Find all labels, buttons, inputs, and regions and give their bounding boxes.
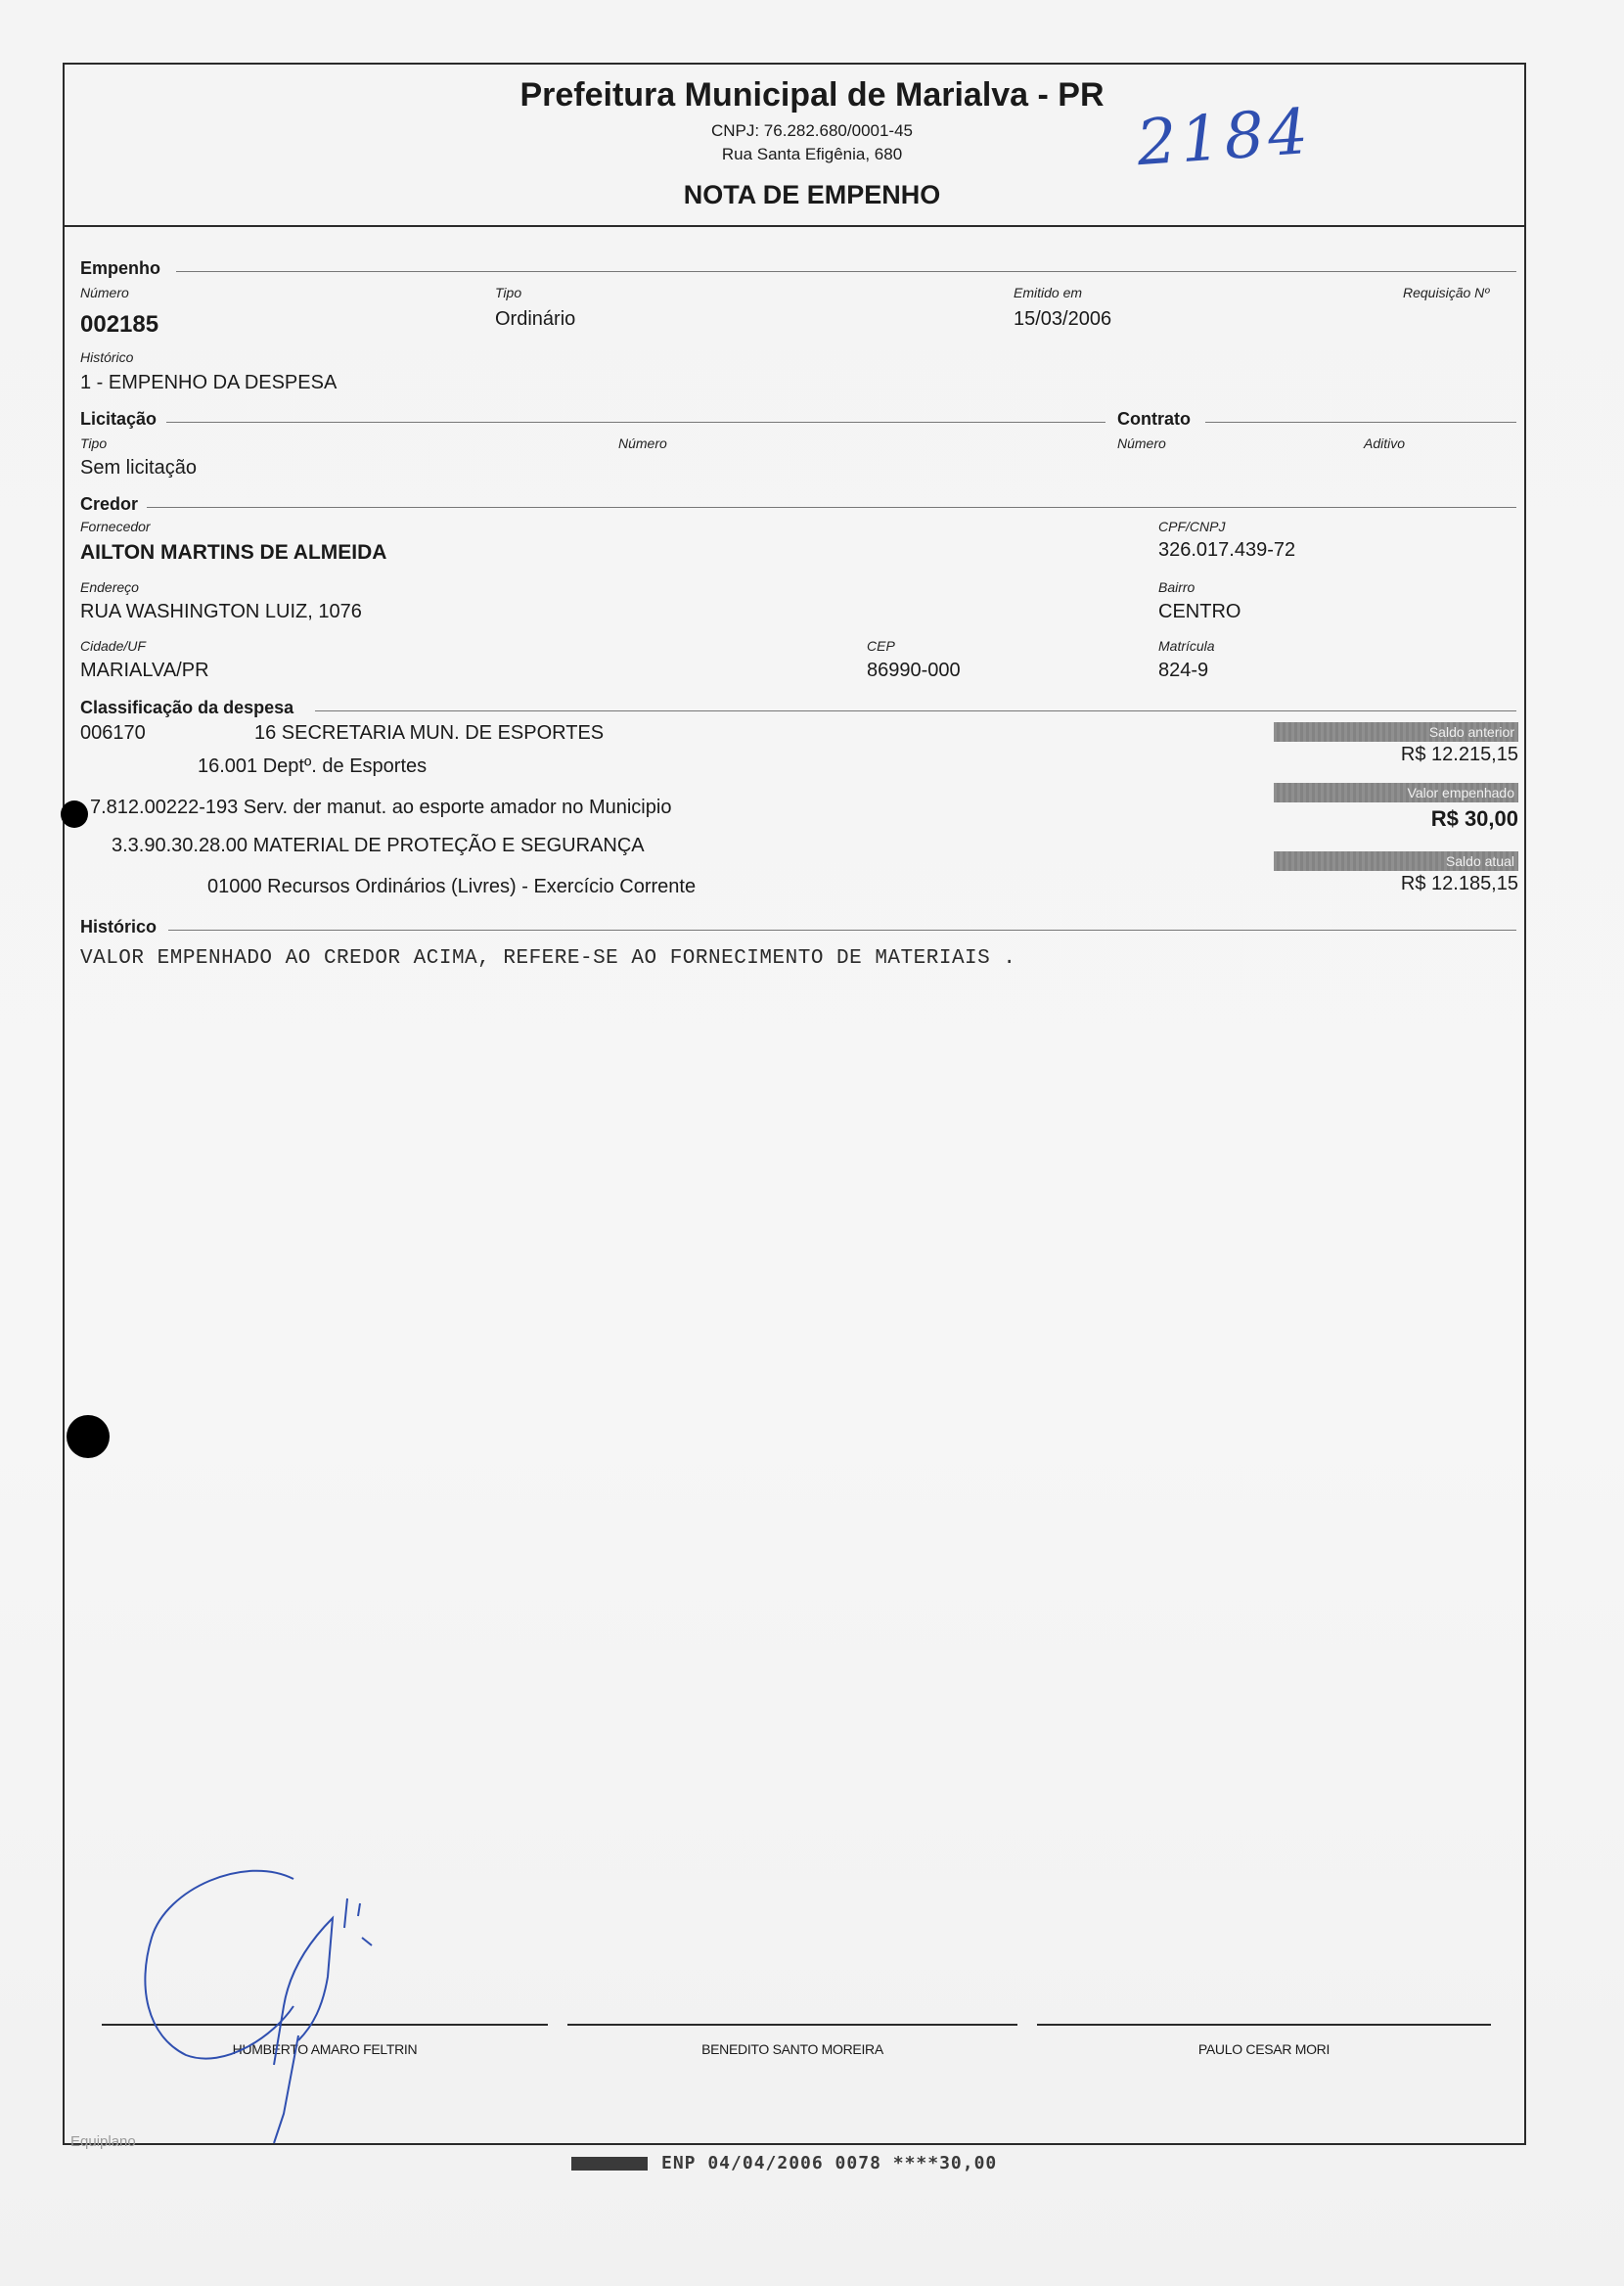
binder-hole xyxy=(67,1415,110,1458)
divider-empenho xyxy=(176,271,1516,272)
classificacao-unidade: 16.001 Deptº. de Esportes xyxy=(198,755,428,777)
label-cidade: Cidade/UF xyxy=(80,638,146,654)
classificacao-orgao: 16 SECRETARIA MUN. DE ESPORTES xyxy=(254,722,605,744)
org-name: Prefeitura Municipal de Marialva - PR xyxy=(519,76,1105,114)
label-cpf: CPF/CNPJ xyxy=(1158,519,1226,534)
empenho-historico: 1 - EMPENHO DA DESPESA xyxy=(80,372,338,393)
section-classificacao: Classificação da despesa xyxy=(80,698,294,717)
divider-licitacao xyxy=(166,422,1105,423)
header-divider xyxy=(63,225,1526,227)
divider-contrato xyxy=(1205,422,1516,423)
handwritten-signature xyxy=(127,1859,440,2153)
signature-line xyxy=(1037,2024,1491,2026)
document-title: NOTA DE EMPENHO xyxy=(683,180,941,209)
saldo-atual-bar: Saldo atual xyxy=(1274,851,1518,871)
handwritten-number: 2184 xyxy=(1134,95,1315,181)
divider-historico xyxy=(168,930,1516,931)
label-matricula: Matrícula xyxy=(1158,638,1215,654)
footer-stamp xyxy=(571,2153,997,2173)
credor-bairro: CENTRO xyxy=(1158,601,1241,622)
label-endereco: Endereço xyxy=(80,579,139,595)
footer-stamp-text: ENP 04/04/2006 0078 ****30,00 xyxy=(661,2153,998,2173)
barcode-mark xyxy=(571,2157,648,2171)
valor-empenhado-bar: Valor empenhado xyxy=(1274,783,1518,802)
section-contrato: Contrato xyxy=(1117,409,1191,429)
empenho-emitido: 15/03/2006 xyxy=(1014,308,1112,330)
section-historico: Histórico xyxy=(80,917,158,937)
classificacao-elemento: 3.3.90.30.28.00 MATERIAL DE PROTEÇÃO E SEGURANÇA xyxy=(112,835,645,856)
label-contrato-numero: Número xyxy=(1117,435,1166,451)
saldo-atual-value: R$ 12.185,15 xyxy=(1400,873,1518,894)
org-address: Rua Santa Efigênia, 680 xyxy=(721,145,903,163)
label-cep: CEP xyxy=(867,638,895,654)
label-contrato-aditivo: Aditivo xyxy=(1364,435,1406,451)
label-fornecedor: Fornecedor xyxy=(80,519,151,534)
signatory-name: HUMBERTO AMARO FELTRIN xyxy=(232,2041,418,2057)
label-licitacao-numero: Número xyxy=(618,435,667,451)
signatory-name: PAULO CESAR MORI xyxy=(1197,2041,1331,2057)
section-credor: Credor xyxy=(80,494,139,514)
credor-matricula: 824-9 xyxy=(1158,660,1209,681)
section-licitacao: Licitação xyxy=(80,409,158,429)
section-empenho: Empenho xyxy=(80,258,161,278)
credor-cidade: MARIALVA/PR xyxy=(80,660,209,681)
binder-hole xyxy=(61,800,88,828)
divider-classificacao xyxy=(315,710,1516,711)
label-emitido: Emitido em xyxy=(1014,285,1083,300)
label-tipo: Tipo xyxy=(495,285,522,300)
classificacao-code: 006170 xyxy=(80,722,146,744)
label-bairro: Bairro xyxy=(1158,579,1195,595)
credor-fornecedor: AILTON MARTINS DE ALMEIDA xyxy=(80,541,387,564)
credor-cpf: 326.017.439-72 xyxy=(1158,539,1296,561)
saldo-anterior-value: R$ 12.215,15 xyxy=(1400,744,1518,765)
label-requisicao: Requisição Nº xyxy=(1403,285,1490,300)
empenho-tipo: Ordinário xyxy=(495,308,576,330)
signature-line xyxy=(567,2024,1017,2026)
valor-empenhado-value: R$ 30,00 xyxy=(1430,806,1518,831)
credor-cep: 86990-000 xyxy=(867,660,961,681)
empenho-numero: 002185 xyxy=(80,311,159,338)
classificacao-funcional: 7.812.00222-193 Serv. der manut. ao esporte amador no Municipio xyxy=(90,797,672,818)
historico-text: VALOR EMPENHADO AO CREDOR ACIMA, REFERE-SE AO FORNECIMENTO DE MATERIAIS . xyxy=(80,947,1016,970)
licitacao-tipo: Sem licitação xyxy=(80,457,197,479)
saldo-anterior-bar: Saldo anterior xyxy=(1274,722,1518,742)
label-licitacao-tipo: Tipo xyxy=(80,435,108,451)
software-label: Equiplano xyxy=(70,2133,136,2150)
label-numero: Número xyxy=(80,285,129,300)
credor-endereco: RUA WASHINGTON LUIZ, 1076 xyxy=(80,601,362,622)
classificacao-recurso: 01000 Recursos Ordinários (Livres) - Exercício Corrente xyxy=(207,876,697,897)
divider-credor xyxy=(147,507,1516,508)
org-cnpj: CNPJ: 76.282.680/0001-45 xyxy=(710,121,914,140)
signatory-name: BENEDITO SANTO MOREIRA xyxy=(701,2041,883,2057)
label-historico-empenho: Histórico xyxy=(80,349,134,365)
